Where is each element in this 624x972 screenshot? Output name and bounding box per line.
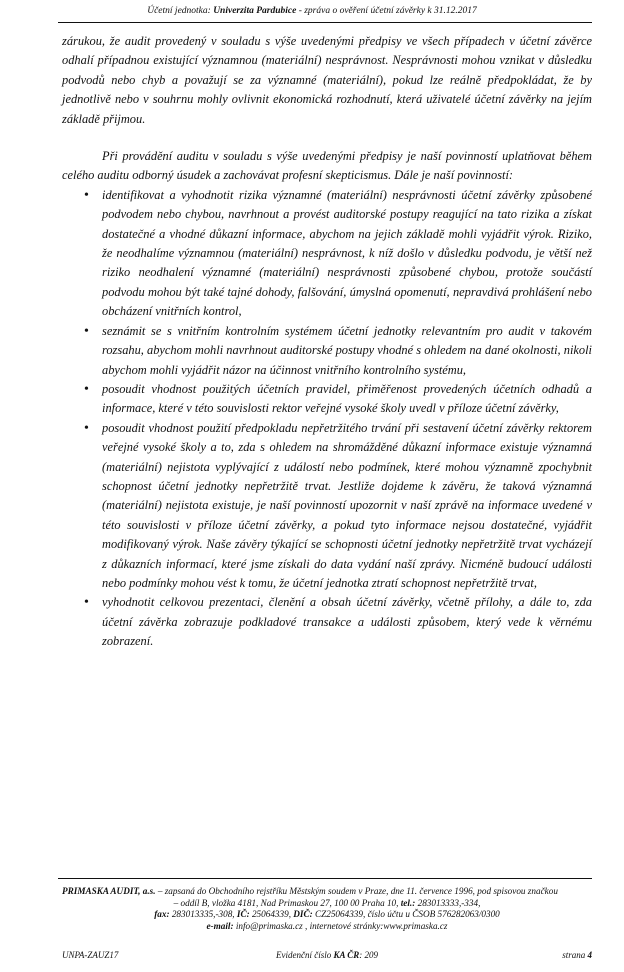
footer-line-1 [62,886,592,898]
list-item-text: posoudit vhodnost použitých účetních pravidel, přiměřenost provedených účetních odhadů a informace, které v této souvislosti rektor veřejné vysoké školy uvedl v příloze účetní závěrky, [102,381,592,416]
tel-value: 283013333,-334, [415,897,481,908]
fax-value: 283013335,-308, [169,909,237,919]
footer-divider [58,878,592,879]
bullet-icon: • [84,323,89,339]
ic-value: 25064339, [249,909,294,919]
header-divider [58,22,592,23]
bullet-icon: • [84,595,89,611]
email-value: info@primaska.cz , internetové stránky:www.primaska.cz [233,920,448,931]
registration-suffix: : 209 [359,950,378,960]
list-item [62,419,592,594]
dic-label: DIČ: [293,909,313,919]
list-item-text: seznámit se s vnitřním kontrolním systémem účetní jednotky relevantním pro audit v takovém rozsahu, abychom mohli navrhnout auditorské postupy vhodné s ohledem na dané okolnosti, nikoli abychom mohli vyjádřit názor na účinnost vnitřního kontrolního systému, [102,323,592,377]
address-text: – oddíl B, vložka 4181, Nad Primaskou 27, 100 00 Praha 10, [173,897,401,908]
bullet-icon: • [84,381,89,397]
fax-label: fax: [154,909,170,919]
list-item [62,186,592,322]
bullet-icon: • [84,420,89,436]
registry-text: – zapsaná do Obchodního rejstříku Městským soudem v Praze, dne 11. července 1996, pod spisovou značkou [155,886,558,896]
company-name: PRIMASKA AUDIT, a.s. [62,886,156,896]
list-item-text: posoudit vhodnost použití předpokladu nepřetržitého trvání při sestavení účetní závěrky rektorem veřejné vysoké školy a to, zda s ohledem na shromážděné důkazní informace existuje významná (materiální) nejistota vyplývající z událostí nebo podmínek, které mohou významně zpochybnit schopnost účetní jednotky nepřetržitě trvat. Jestliže dojdeme k závěru, že taková významná (materiální) nejistota existuje, je naší povinností upozornit v naší zprávě na informace uvedené v této souvislosti v příloze účetní závěrky, a pokud tyto informace nejsou dostatečné, vyjádřit modifikovaný výrok. Naše závěry týkající se schopnosti účetní jednotky nepřetržitě trvat vycházejí z důkazních informací, které jsme získali do data vydání naší zprávy. Nicméně budoucí události nebo podmínky mohou vést k tomu, že účetní jednotka ztratí schopnost nepřetržitě trvat, [102,420,592,590]
duties-list [62,186,592,652]
list-item [62,380,592,419]
footer-line-3 [62,909,592,921]
footer-line-4 [62,921,592,933]
page-number [562,950,592,960]
dic-value: CZ25064339, číslo účtu u ČSOB 576282063/0300 [312,909,500,919]
list-item-text: identifikovat a vyhodnotit rizika významné (materiální) nesprávnosti účetní závěrky způsobené podvodem nebo chybou, navrhnout a provést auditorské postupy reagující na tato rizika a získat dostatečné a vhodné důkazní informace, abychom na jejich základě mohli vyjádřit výrok. Riziko, že neodhalíme významnou (materiální) nesprávnost, k níž došlo v důsledku podvodu, je větší než riziko neodhalení významné (materiální) nesprávnosti způsobené chybou, protože součástí podvodu mohou být také tajné dohody, falšování, úmyslná opomenutí, nepravdivá prohlášení nebo obcházení vnitřních kontrol, [102,187,592,319]
email-label: e-mail: [206,920,234,931]
ic-label: IČ: [236,909,250,919]
tel-label: tel.: [400,897,416,908]
bullet-icon: • [84,187,89,203]
footer-line-2 [62,898,592,910]
page-value: 4 [587,950,592,960]
list-item-text: vyhodnotit celkovou prezentaci, členění a obsah účetní závěrky, včetně přílohy, a dále to, zda účetní závěrka zobrazuje podkladové transakce a události způsobem, který vede k věrnému zobrazení. [102,595,592,649]
registration-number [62,950,592,960]
registration-ka: KA ČR [333,950,360,960]
page-header [0,6,624,16]
header-prefix: Účetní jednotka: [147,6,214,16]
paragraph-1: zárukou, že audit provedený v souladu s výše uvedenými předpisy ve všech případech v účetní závěrce odhalí případnou existující významnou (materiální) nesprávnost. Nesprávnosti mohou vznikat v důsledku podvodů nebo chyb a považují se za významné (materiální), pokud lze reálně předpokládat, že by jednotlivě nebo v souhrnu mohly ovlivnit ekonomická rozhodnutí, která uživatelé účetní závěrky na jejím základě přijmou. [62,34,592,126]
registration-prefix: Evidenční číslo [276,950,334,960]
report-body [62,32,592,652]
paragraph-2: Při provádění auditu v souladu s výše uvedenými předpisy je naší povinností uplatňovat během celého auditu odborný úsudek a zachovávat profesní skepticismus. Dále je naší povinností: [62,149,592,183]
header-suffix: - zpráva o ověření účetní závěrky k 31.12.2017 [296,6,477,16]
company-footer [62,886,592,932]
list-item [62,593,592,651]
document-code: UNPA-ZAUZ17 [62,950,119,960]
list-item [62,322,592,380]
page-label: strana [562,950,588,960]
header-entity: Univerzita Pardubice [213,6,297,16]
